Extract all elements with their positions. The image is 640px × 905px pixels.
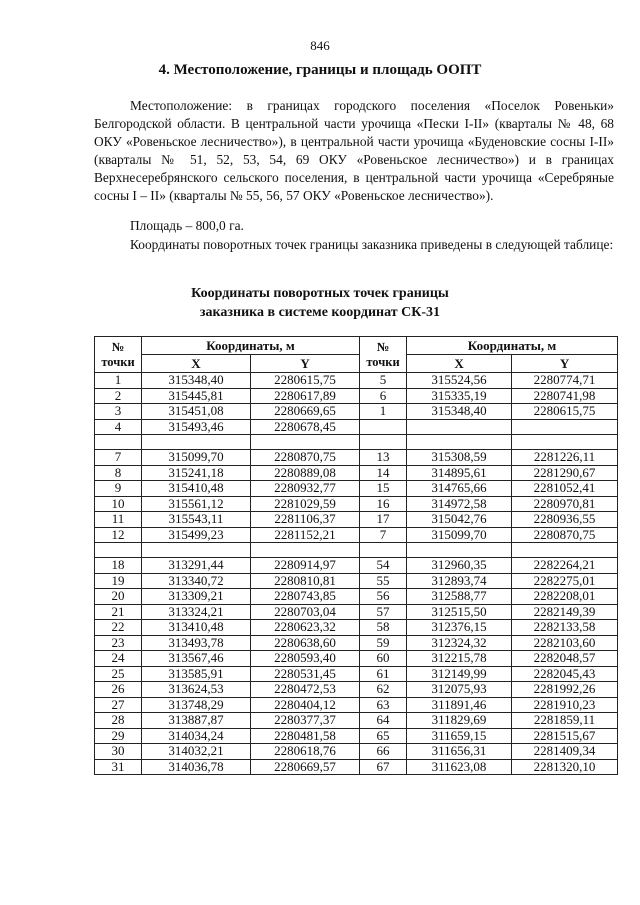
- cell-point-num-right: 60: [360, 651, 407, 667]
- cell-x-right: 312149,99: [407, 666, 512, 682]
- table-row: [95, 697, 618, 713]
- cell-y-left: 2280638,60: [251, 635, 360, 651]
- cell-y-left: 2280617,89: [251, 388, 360, 404]
- table-row: [95, 404, 618, 420]
- cell-x-right: 315335,19: [407, 388, 512, 404]
- table-row: [95, 527, 618, 543]
- cell-x-right: 311659,15: [407, 728, 512, 744]
- header-num-word: точки: [366, 354, 400, 369]
- cell-point-num-right: 58: [360, 620, 407, 636]
- header-x-right: X: [407, 355, 512, 373]
- cell-x-right: 315348,40: [407, 404, 512, 420]
- table-row: [95, 496, 618, 512]
- cell-y-left: 2280404,12: [251, 697, 360, 713]
- cell-x-left: 313493,78: [142, 635, 251, 651]
- cell-y-right: 2281859,11: [512, 713, 618, 729]
- cell-point-num-right: 62: [360, 682, 407, 698]
- cell-point-num-right: 6: [360, 388, 407, 404]
- table-row: [95, 744, 618, 760]
- cell-y-left: [251, 543, 360, 558]
- cell-y-left: 2280932,77: [251, 481, 360, 497]
- cell-x-right: 312893,74: [407, 573, 512, 589]
- header-point-number-right: [360, 337, 407, 373]
- cell-point-num-left: 22: [95, 620, 142, 636]
- cell-x-right: 312376,15: [407, 620, 512, 636]
- cell-x-left: 313324,21: [142, 604, 251, 620]
- cell-point-num-right: 59: [360, 635, 407, 651]
- cell-y-right: 2280970,81: [512, 496, 618, 512]
- cell-x-left: 315451,08: [142, 404, 251, 420]
- coords-intro-text: Координаты поворотных точек границы заказника приведены в следующей таблице:: [130, 237, 614, 252]
- header-point-number-left: [95, 337, 142, 373]
- coordinates-table: [94, 336, 618, 775]
- table-row: [95, 759, 618, 775]
- cell-point-num-left: 23: [95, 635, 142, 651]
- cell-point-num-right: 7: [360, 527, 407, 543]
- cell-y-left: 2280669,57: [251, 759, 360, 775]
- cell-point-num-left: 20: [95, 589, 142, 605]
- cell-x-right: [407, 435, 512, 450]
- cell-x-right: 311829,69: [407, 713, 512, 729]
- table-row: [95, 682, 618, 698]
- cell-x-right: 311623,08: [407, 759, 512, 775]
- cell-x-left: 313291,44: [142, 558, 251, 574]
- cell-y-left: 2280743,85: [251, 589, 360, 605]
- cell-x-right: 314765,66: [407, 481, 512, 497]
- cell-y-right: 2281409,34: [512, 744, 618, 760]
- cell-point-num-left: 29: [95, 728, 142, 744]
- header-num-word: точки: [101, 354, 135, 369]
- table-row: [95, 589, 618, 605]
- cell-x-right: 315524,56: [407, 373, 512, 389]
- table-row: [95, 481, 618, 497]
- table-row: [95, 604, 618, 620]
- cell-point-num-right: 5: [360, 373, 407, 389]
- cell-point-num-left: 21: [95, 604, 142, 620]
- cell-x-left: 315493,46: [142, 419, 251, 435]
- cell-x-left: 313624,53: [142, 682, 251, 698]
- cell-x-left: 315099,70: [142, 450, 251, 466]
- cell-y-right: 2282133,58: [512, 620, 618, 636]
- table-row: [95, 728, 618, 744]
- cell-x-right: 311891,46: [407, 697, 512, 713]
- cell-x-left: 315348,40: [142, 373, 251, 389]
- header-x-left: X: [142, 355, 251, 373]
- cell-y-left: 2281106,37: [251, 512, 360, 528]
- cell-point-num-left: [95, 543, 142, 558]
- cell-y-right: 2280615,75: [512, 404, 618, 420]
- cell-point-num-left: 11: [95, 512, 142, 528]
- cell-y-left: 2280472,53: [251, 682, 360, 698]
- cell-point-num-right: [360, 543, 407, 558]
- cell-y-left: 2281029,59: [251, 496, 360, 512]
- cell-x-left: [142, 543, 251, 558]
- section-title: 4. Местоположение, границы и площадь ООПТ: [158, 62, 482, 78]
- cell-x-right: 311656,31: [407, 744, 512, 760]
- cell-point-num-left: 2: [95, 388, 142, 404]
- cell-x-left: 313340,72: [142, 573, 251, 589]
- cell-y-left: 2280810,81: [251, 573, 360, 589]
- cell-y-right: 2282045,43: [512, 666, 618, 682]
- cell-x-right: 315308,59: [407, 450, 512, 466]
- cell-point-num-right: 67: [360, 759, 407, 775]
- cell-x-right: 312075,93: [407, 682, 512, 698]
- table-title-line-1: Координаты поворотных точек границы: [191, 286, 449, 301]
- cell-x-left: 313410,48: [142, 620, 251, 636]
- cell-point-num-right: 65: [360, 728, 407, 744]
- header-coordinates-right: Координаты, м: [407, 337, 618, 355]
- cell-point-num-right: 16: [360, 496, 407, 512]
- cell-point-num-right: 64: [360, 713, 407, 729]
- cell-x-right: 312324,32: [407, 635, 512, 651]
- cell-x-right: 312960,35: [407, 558, 512, 574]
- cell-point-num-right: 14: [360, 465, 407, 481]
- location-paragraph: [94, 97, 614, 205]
- cell-y-left: 2280678,45: [251, 419, 360, 435]
- table-row: [95, 543, 618, 558]
- cell-y-left: 2280615,75: [251, 373, 360, 389]
- cell-x-left: 314034,24: [142, 728, 251, 744]
- cell-point-num-right: [360, 435, 407, 450]
- cell-y-right: 2282275,01: [512, 573, 618, 589]
- cell-point-num-right: 56: [360, 589, 407, 605]
- cell-y-right: 2281992,26: [512, 682, 618, 698]
- cell-point-num-left: 10: [95, 496, 142, 512]
- cell-y-left: 2280870,75: [251, 450, 360, 466]
- cell-point-num-right: 54: [360, 558, 407, 574]
- cell-point-num-left: 31: [95, 759, 142, 775]
- cell-y-right: 2280741,98: [512, 388, 618, 404]
- cell-x-right: 315042,76: [407, 512, 512, 528]
- cell-point-num-left: 24: [95, 651, 142, 667]
- cell-y-left: 2280889,08: [251, 465, 360, 481]
- cell-y-left: 2280914,97: [251, 558, 360, 574]
- cell-y-left: 2280618,76: [251, 744, 360, 760]
- table-title-line-2: заказника в системе координат СК-31: [199, 305, 441, 320]
- cell-y-right: 2282264,21: [512, 558, 618, 574]
- location-text: Местоположение: в границах городского поселения «Поселок Ровеньки» Белгородской области. В центральной части урочища «Пески I-II» (кварталы № 48, 68 ОКУ «Ровеньское лесничество»), в центральной части урочища «Буденовские сосны I-II» (кварталы № 51, 52, 53, 54, 69 ОКУ «Ровеньское лесничество») и в границах Верхнесеребрянского сельского поселения, в центральной части урочища «Серебряные сосны I – II» (кварталы № 55, 56, 57 ОКУ «Ровеньское лесничество»).: [94, 98, 614, 203]
- cell-point-num-right: 1: [360, 404, 407, 420]
- cell-y-left: 2280623,32: [251, 620, 360, 636]
- cell-y-left: 2281152,21: [251, 527, 360, 543]
- header-num-symbol: №: [111, 339, 125, 354]
- cell-point-num-right: 15: [360, 481, 407, 497]
- cell-point-num-left: 30: [95, 744, 142, 760]
- cell-x-left: 313887,87: [142, 713, 251, 729]
- cell-x-left: 313585,91: [142, 666, 251, 682]
- cell-y-left: [251, 435, 360, 450]
- table-row: [95, 435, 618, 450]
- cell-point-num-right: 57: [360, 604, 407, 620]
- cell-point-num-left: 26: [95, 682, 142, 698]
- coordinates-table-body: [95, 373, 618, 775]
- cell-point-num-left: 28: [95, 713, 142, 729]
- cell-y-right: 2280774,71: [512, 373, 618, 389]
- cell-point-num-left: 18: [95, 558, 142, 574]
- table-row: [95, 573, 618, 589]
- cell-point-num-left: 8: [95, 465, 142, 481]
- table-title: [0, 284, 640, 322]
- cell-x-left: [142, 435, 251, 450]
- header-coordinates-left: Координаты, м: [142, 337, 360, 355]
- table-row: [95, 635, 618, 651]
- table-row: [95, 558, 618, 574]
- area-text: Площадь – 800,0 га.: [130, 218, 244, 233]
- cell-x-left: 313567,46: [142, 651, 251, 667]
- cell-y-right: 2280870,75: [512, 527, 618, 543]
- cell-y-right: 2282048,57: [512, 651, 618, 667]
- table-row: [95, 450, 618, 466]
- cell-point-num-left: 7: [95, 450, 142, 466]
- cell-y-right: 2281290,67: [512, 465, 618, 481]
- cell-y-right: [512, 419, 618, 435]
- cell-y-right: 2281910,23: [512, 697, 618, 713]
- table-row: [95, 465, 618, 481]
- cell-point-num-left: [95, 435, 142, 450]
- cell-x-right: 315099,70: [407, 527, 512, 543]
- table-row: [95, 713, 618, 729]
- table-row: [95, 666, 618, 682]
- cell-y-right: 2282103,60: [512, 635, 618, 651]
- cell-y-right: 2281320,10: [512, 759, 618, 775]
- cell-y-right: 2282149,39: [512, 604, 618, 620]
- cell-y-left: 2280669,65: [251, 404, 360, 420]
- cell-y-left: 2280593,40: [251, 651, 360, 667]
- coords-intro-paragraph: [94, 236, 614, 254]
- cell-x-right: 312215,78: [407, 651, 512, 667]
- page-number: 846: [310, 38, 330, 53]
- cell-x-left: 313309,21: [142, 589, 251, 605]
- cell-x-left: 315241,18: [142, 465, 251, 481]
- cell-point-num-right: [360, 419, 407, 435]
- cell-point-num-left: 9: [95, 481, 142, 497]
- cell-point-num-left: 3: [95, 404, 142, 420]
- cell-y-right: [512, 435, 618, 450]
- cell-x-left: 315499,23: [142, 527, 251, 543]
- cell-y-right: 2281052,41: [512, 481, 618, 497]
- area-paragraph: [94, 217, 614, 235]
- cell-point-num-right: 13: [360, 450, 407, 466]
- cell-point-num-right: 61: [360, 666, 407, 682]
- cell-x-left: 315543,11: [142, 512, 251, 528]
- table-row: [95, 388, 618, 404]
- cell-point-num-right: 63: [360, 697, 407, 713]
- header-y-right: Y: [512, 355, 618, 373]
- cell-x-left: 314036,78: [142, 759, 251, 775]
- table-row: [95, 419, 618, 435]
- cell-y-right: 2282208,01: [512, 589, 618, 605]
- cell-point-num-left: 12: [95, 527, 142, 543]
- table-row: [95, 512, 618, 528]
- cell-y-right: 2281226,11: [512, 450, 618, 466]
- cell-point-num-right: 55: [360, 573, 407, 589]
- cell-y-left: 2280703,04: [251, 604, 360, 620]
- cell-point-num-left: 25: [95, 666, 142, 682]
- table-row: [95, 651, 618, 667]
- cell-y-right: [512, 543, 618, 558]
- header-y-left: Y: [251, 355, 360, 373]
- header-num-symbol: №: [376, 339, 390, 354]
- cell-point-num-right: 66: [360, 744, 407, 760]
- cell-point-num-left: 4: [95, 419, 142, 435]
- cell-point-num-right: 17: [360, 512, 407, 528]
- cell-x-right: 314895,61: [407, 465, 512, 481]
- cell-point-num-left: 1: [95, 373, 142, 389]
- cell-y-right: 2281515,67: [512, 728, 618, 744]
- cell-point-num-left: 27: [95, 697, 142, 713]
- cell-point-num-left: 19: [95, 573, 142, 589]
- cell-x-left: 315445,81: [142, 388, 251, 404]
- table-row: [95, 373, 618, 389]
- cell-x-right: [407, 543, 512, 558]
- cell-x-right: 314972,58: [407, 496, 512, 512]
- cell-y-right: 2280936,55: [512, 512, 618, 528]
- cell-x-left: 313748,29: [142, 697, 251, 713]
- cell-y-left: 2280377,37: [251, 713, 360, 729]
- cell-x-left: 315561,12: [142, 496, 251, 512]
- cell-x-right: 312588,77: [407, 589, 512, 605]
- cell-x-right: 312515,50: [407, 604, 512, 620]
- table-row: [95, 620, 618, 636]
- cell-y-left: 2280481,58: [251, 728, 360, 744]
- cell-x-left: 315410,48: [142, 481, 251, 497]
- cell-y-left: 2280531,45: [251, 666, 360, 682]
- cell-x-right: [407, 419, 512, 435]
- cell-x-left: 314032,21: [142, 744, 251, 760]
